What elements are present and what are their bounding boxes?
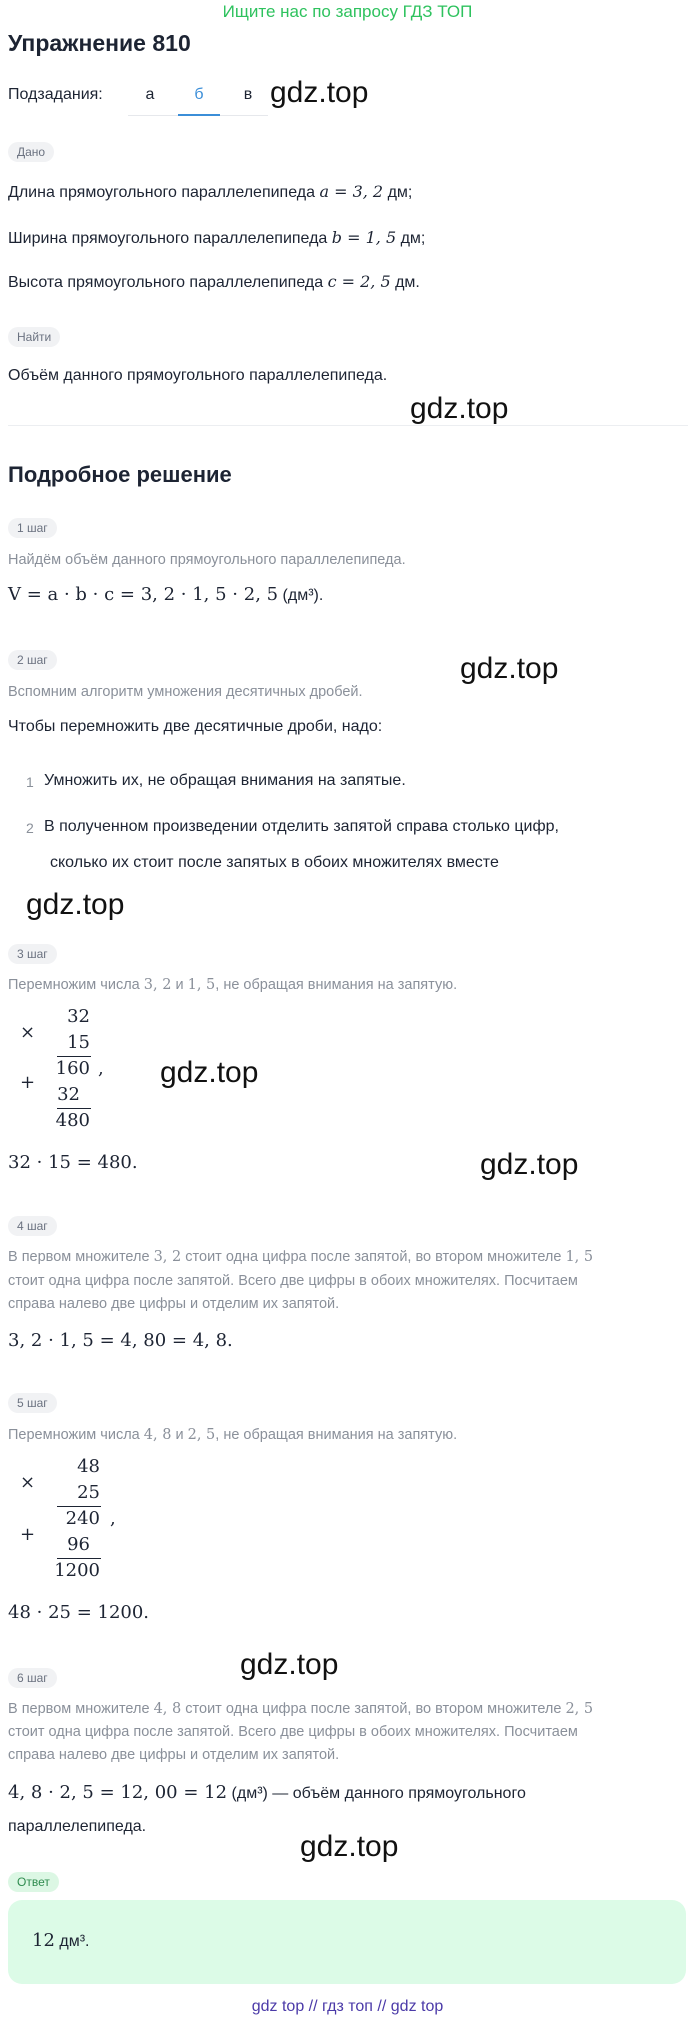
watermark: gdz.top xyxy=(160,1056,259,1089)
step-note: В первом множителе 3, 2 стоит одна цифра после запятой, во втором множителе 1, 5 xyxy=(8,1249,594,1265)
list-item: В полученном произведении отделить запятой справа столько цифр, xyxy=(44,818,559,835)
rule xyxy=(57,1506,101,1507)
step-note: В первом множителе 4, 8 стоит одна цифра после запятой, во втором множителе 2, 5 xyxy=(8,1701,594,1717)
partial: 160 xyxy=(55,1058,90,1079)
footer-link[interactable]: gdz top xyxy=(251,1998,305,2015)
partial: 32 xyxy=(57,1084,80,1105)
page-title: Упражнение 810 xyxy=(8,30,191,56)
step-result: 48 · 25 = 1200. xyxy=(8,1602,150,1623)
rule xyxy=(57,1056,91,1057)
step-chip: 2 шаг xyxy=(8,650,57,670)
watermark: gdz.top xyxy=(240,1648,339,1681)
plus-sign: + xyxy=(20,1072,36,1093)
plus-sign: + xyxy=(20,1524,36,1545)
factor: 15 xyxy=(67,1032,90,1053)
solution-title: Подробное решение xyxy=(8,462,232,487)
footer-link[interactable]: gdz top xyxy=(390,1998,444,2015)
list-number: 1 xyxy=(26,774,34,790)
step-note: Вспомним алгоритм умножения десятичных дробей. xyxy=(8,684,363,700)
list-number: 2 xyxy=(26,820,34,836)
watermark: gdz.top xyxy=(410,392,509,425)
step-chip: 1 шаг xyxy=(8,518,57,538)
step-note: стоит одна цифра после запятой. Всего две цифры в обоих множителях. Посчитаем xyxy=(8,1273,578,1289)
search-banner: Ищите нас по запросу ГДЗ ТОП xyxy=(222,2,473,21)
given-line: Высота прямоугольного параллелепипеда c = 2, 5 дм. xyxy=(8,272,420,291)
step-result: 32 · 15 = 480. xyxy=(8,1152,138,1173)
answer-box xyxy=(8,1900,686,1984)
footer-sep: // xyxy=(377,1998,387,2015)
column-multiplication xyxy=(0,1450,130,1590)
step-result-cont: параллелепипеда. xyxy=(8,1818,147,1835)
watermark: gdz.top xyxy=(460,652,559,685)
active-tab-indicator xyxy=(178,114,220,116)
step-note: справа налево две цифры и отделим их запятой. xyxy=(8,1296,340,1312)
comma: , xyxy=(110,1508,116,1529)
factor: 32 xyxy=(67,1006,90,1027)
list-item: Умножить их, не обращая внимания на запятые. xyxy=(44,772,406,789)
given-chip: Дано xyxy=(8,142,54,162)
step-result: 3, 2 · 1, 5 = 4, 80 = 4, 8. xyxy=(8,1330,233,1351)
times-sign: × xyxy=(20,1472,36,1493)
step-formula: V = a · b · c = 3, 2 · 1, 5 · 2, 5 (дм³). xyxy=(8,584,324,605)
tab-a[interactable]: а xyxy=(145,86,155,103)
watermark: gdz.top xyxy=(480,1148,579,1181)
step-chip: 5 шаг xyxy=(8,1393,57,1413)
section-divider xyxy=(8,425,688,426)
answer-chip: Ответ xyxy=(8,1872,59,1892)
subtasks-label: Подзадания: xyxy=(8,86,103,103)
rule xyxy=(57,1558,101,1559)
partial: 240 xyxy=(65,1508,100,1529)
step-text: Чтобы перемножить две десятичные дроби, надо: xyxy=(8,718,383,735)
comma: , xyxy=(98,1058,104,1079)
step-note: Найдём объём данного прямоугольного параллелепипеда. xyxy=(8,552,406,568)
column-multiplication xyxy=(0,1000,120,1130)
step-chip: 3 шаг xyxy=(8,944,57,964)
watermark: gdz.top xyxy=(300,1830,399,1863)
step-note: стоит одна цифра после запятой. Всего две цифры в обоих множителях. Посчитаем xyxy=(8,1724,578,1740)
step-note: Перемножим числа 3, 2 и 1, 5, не обращая внимания на запятую. xyxy=(8,977,458,993)
step-result: 4, 8 · 2, 5 = 12, 00 = 12 (дм³) — объём данного прямоугольного xyxy=(8,1782,526,1803)
step-note: справа налево две цифры и отделим их запятой. xyxy=(8,1747,340,1763)
factor: 25 xyxy=(77,1482,100,1503)
answer-text: 12 дм³. xyxy=(32,1930,90,1951)
tab-b[interactable]: б xyxy=(194,86,204,103)
times-sign: × xyxy=(20,1022,36,1043)
given-line: Ширина прямоугольного параллелепипеда b = 1, 5 дм; xyxy=(8,228,426,247)
list-item-cont: сколько их стоит после запятых в обоих множителях вместе xyxy=(50,854,499,871)
tab-v[interactable]: в xyxy=(243,86,253,103)
footer-links xyxy=(0,1998,695,2016)
rule xyxy=(57,1108,91,1109)
product: 480 xyxy=(55,1110,90,1131)
watermark: gdz.top xyxy=(270,76,369,109)
find-chip: Найти xyxy=(8,327,60,347)
step-chip: 6 шаг xyxy=(8,1668,57,1688)
footer-link[interactable]: гдз топ xyxy=(322,1998,373,2015)
given-line: Длина прямоугольного параллелепипеда a = 3, 2 дм; xyxy=(8,182,413,201)
factor: 48 xyxy=(77,1456,100,1477)
find-text: Объём данного прямоугольного параллелепипеда. xyxy=(8,367,388,384)
step-chip: 4 шаг xyxy=(8,1216,57,1236)
step-note: Перемножим числа 4, 8 и 2, 5, не обращая внимания на запятую. xyxy=(8,1427,458,1443)
product: 1200 xyxy=(54,1560,100,1581)
footer-sep: // xyxy=(308,1998,318,2015)
partial: 96 xyxy=(67,1534,90,1555)
watermark: gdz.top xyxy=(26,888,125,921)
